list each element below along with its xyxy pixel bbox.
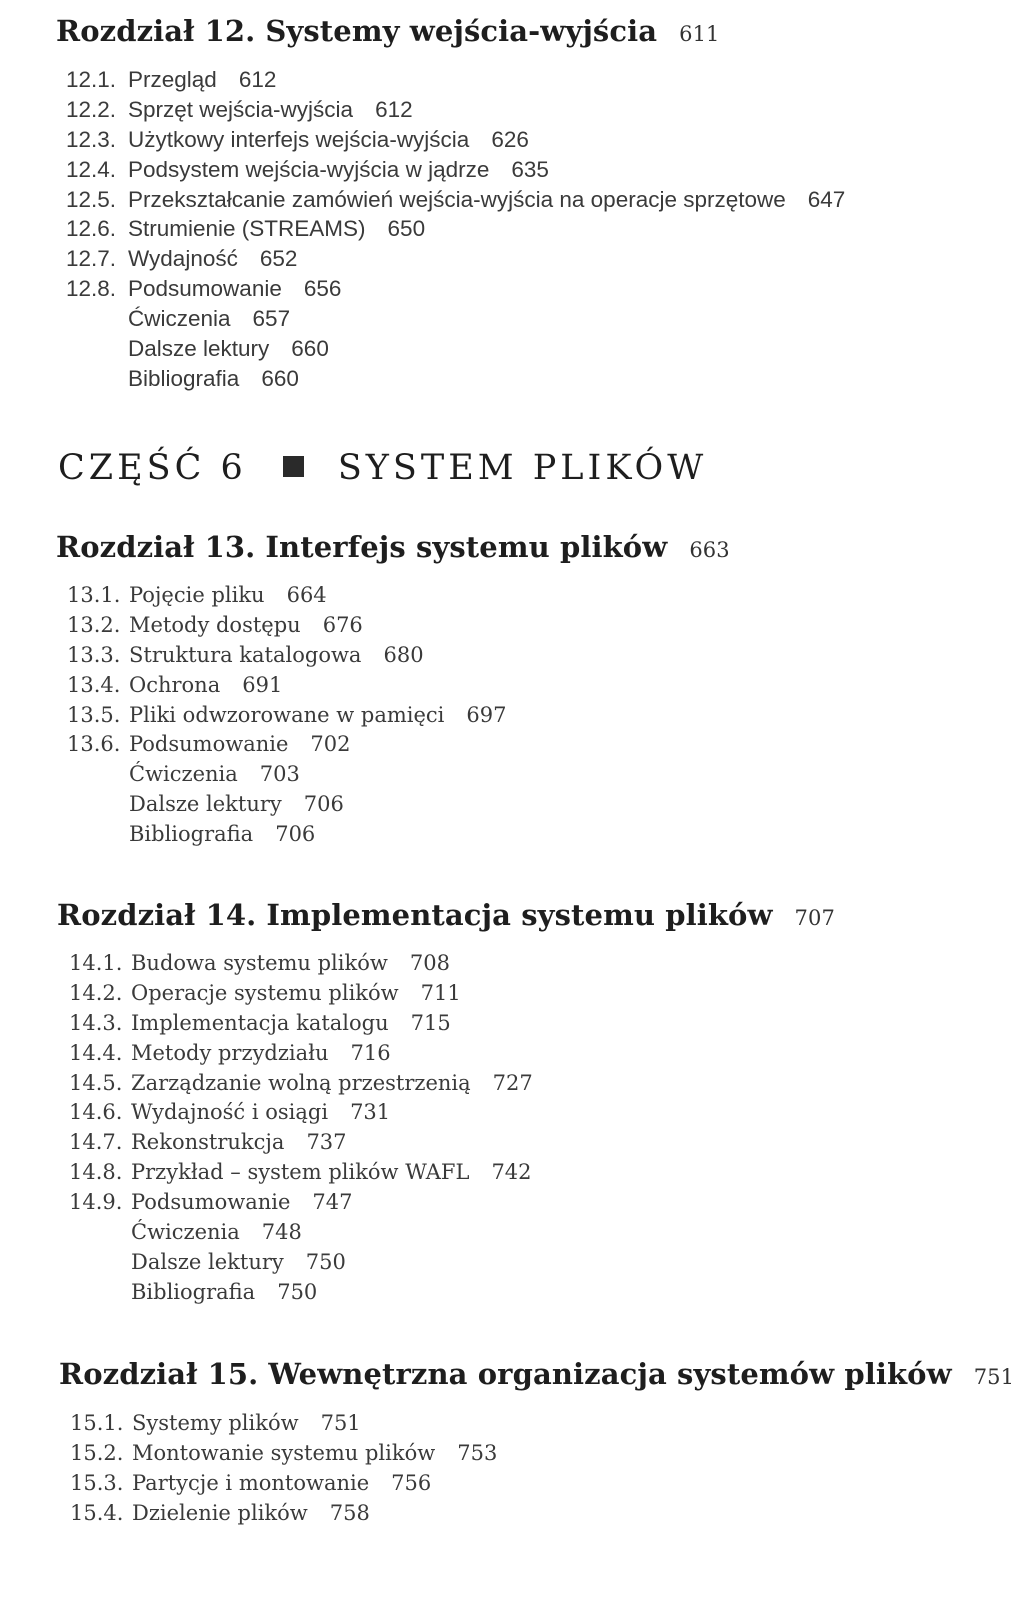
- toc-entry: [66, 125, 845, 155]
- section-page: 753: [457, 1440, 498, 1465]
- section-title: Operacje systemu plików: [131, 980, 399, 1005]
- toc-entry: [67, 641, 507, 671]
- toc-entry: [69, 1248, 533, 1278]
- section-page: 716: [350, 1040, 391, 1065]
- section-page: 664: [286, 583, 327, 607]
- toc-entry: [66, 274, 845, 304]
- part-header: [58, 448, 707, 488]
- section-title: Użytkowy interfejs wejścia-wyjścia: [128, 126, 470, 152]
- chapter-page: 611: [679, 22, 720, 46]
- section-title: Ćwiczenia: [128, 306, 231, 332]
- chapter-page: 751: [973, 1365, 1014, 1389]
- section-page: 708: [409, 951, 450, 975]
- section-number: 13.4.: [67, 672, 121, 697]
- section-number: 12.5.: [66, 186, 117, 212]
- section-title: Ochrona: [129, 672, 221, 697]
- section-title: Partycje i montowanie: [132, 1470, 370, 1495]
- part-square-icon: [283, 456, 304, 477]
- section-page: 731: [350, 1100, 391, 1125]
- toc-entry: [69, 1218, 533, 1248]
- chapter-14-title: [57, 898, 835, 932]
- section-title: Wydajność i osiągi: [131, 1100, 329, 1125]
- section-number: 12.3.: [66, 126, 117, 152]
- toc-entry: [67, 671, 507, 701]
- section-page: 702: [310, 732, 351, 757]
- toc-entry: [66, 214, 845, 244]
- section-title: Montowanie systemu plików: [132, 1440, 436, 1465]
- section-page: 626: [491, 126, 529, 152]
- section-number: 14.3.: [69, 1010, 123, 1035]
- section-title: Ćwiczenia: [131, 1220, 240, 1245]
- section-title: Systemy plików: [132, 1411, 299, 1435]
- chapter-15-title: [59, 1357, 1014, 1391]
- section-page: 748: [261, 1220, 302, 1245]
- section-page: 676: [322, 612, 363, 637]
- section-number: 12.7.: [66, 246, 117, 272]
- section-page: 703: [259, 762, 300, 787]
- section-title: Zarządzanie wolną przestrzenią: [131, 1070, 471, 1095]
- chapter-page: 707: [794, 906, 835, 930]
- section-number: 12.4.: [66, 156, 117, 182]
- toc-entry: [69, 1098, 533, 1128]
- section-title: Bibliografia: [131, 1279, 256, 1304]
- section-page: 660: [261, 365, 299, 391]
- section-title: Bibliografia: [129, 822, 254, 847]
- section-page: 635: [511, 156, 549, 182]
- part-label: CZĘŚĆ 6: [58, 448, 247, 488]
- toc-entry: [67, 701, 507, 731]
- toc-entry: [69, 1009, 533, 1039]
- toc-entry: [66, 95, 845, 125]
- section-title: Dalsze lektury: [128, 336, 270, 362]
- chapter-number: Rozdział 13.: [56, 530, 256, 564]
- chapter-number: Rozdział 14.: [57, 898, 257, 932]
- toc-entry: [67, 760, 507, 790]
- section-title: Podsumowanie: [128, 276, 282, 302]
- section-title: Przekształcanie zamówień wejścia-wyjścia na operacje sprzętowe: [128, 186, 786, 212]
- section-page: 742: [491, 1160, 532, 1185]
- section-page: 680: [383, 642, 424, 667]
- part-title: SYSTEM PLIKÓW: [337, 448, 708, 488]
- section-title: Rekonstrukcja: [131, 1130, 285, 1155]
- toc-entry: [66, 364, 845, 394]
- toc-entry: [69, 1069, 533, 1099]
- toc-entry: [69, 1158, 533, 1188]
- section-number: 14.9.: [69, 1190, 123, 1215]
- section-title: Strumienie (STREAMS): [128, 216, 366, 242]
- section-title: Budowa systemu plików: [131, 951, 388, 975]
- section-page: 751: [320, 1411, 361, 1435]
- section-number: 14.4.: [69, 1040, 123, 1065]
- section-number: 14.7.: [69, 1130, 123, 1155]
- section-title: Implementacja katalogu: [131, 1010, 389, 1035]
- section-number: 13.1.: [67, 583, 121, 607]
- section-title: Sprzęt wejścia-wyjścia: [128, 96, 354, 122]
- section-page: 711: [420, 980, 461, 1005]
- chapter-number: Rozdział 15.: [59, 1357, 259, 1391]
- section-number: 15.4.: [70, 1500, 124, 1525]
- section-number: 13.2.: [67, 612, 121, 637]
- section-page: 715: [410, 1010, 451, 1035]
- section-number: 14.1.: [69, 951, 123, 975]
- chapter-13-title: [56, 530, 730, 564]
- section-page: 691: [242, 672, 283, 697]
- section-number: 13.6.: [67, 732, 121, 757]
- toc-entry: [69, 949, 533, 979]
- section-number: 15.2.: [70, 1440, 124, 1465]
- section-number: 13.3.: [67, 642, 121, 667]
- section-title: Struktura katalogowa: [129, 642, 362, 667]
- section-page: 612: [375, 96, 413, 122]
- section-page: 747: [312, 1190, 353, 1215]
- toc-entry: [66, 334, 845, 364]
- section-number: 14.5.: [69, 1070, 123, 1095]
- toc-entry: [66, 304, 845, 334]
- chapter-12-entries: [66, 65, 845, 394]
- toc-entry: [66, 155, 845, 185]
- chapter-name: Systemy wejścia-wyjścia: [265, 14, 658, 48]
- toc-entry: [69, 1039, 533, 1069]
- section-number: 14.6.: [69, 1100, 123, 1125]
- toc-entry: [66, 65, 845, 95]
- section-page: 656: [303, 276, 342, 302]
- toc-entry: [67, 820, 507, 850]
- section-page: 660: [291, 336, 329, 362]
- chapter-13-entries: [67, 581, 507, 850]
- section-page: 657: [252, 306, 291, 332]
- section-title: Podsumowanie: [131, 1190, 291, 1215]
- section-page: 737: [306, 1130, 347, 1155]
- section-number: 12.8.: [66, 276, 117, 302]
- toc-entry: [69, 1128, 533, 1158]
- chapter-15-entries: [70, 1409, 497, 1529]
- section-title: Wydajność: [128, 246, 238, 272]
- section-page: 756: [391, 1470, 432, 1495]
- section-page: 706: [303, 792, 344, 817]
- chapter-14-entries: [69, 949, 533, 1308]
- chapter-name: Interfejs systemu plików: [265, 530, 668, 564]
- toc-entry: [69, 979, 533, 1009]
- toc-entry: [66, 185, 845, 215]
- section-title: Dalsze lektury: [129, 792, 282, 817]
- section-number: 14.8.: [69, 1160, 123, 1185]
- section-title: Ćwiczenia: [129, 762, 238, 787]
- section-title: Dalsze lektury: [131, 1249, 284, 1274]
- section-title: Pliki odwzorowane w pamięci: [129, 702, 445, 727]
- toc-entry: [70, 1439, 497, 1469]
- chapter-name: Wewnętrzna organizacja systemów plików: [268, 1357, 952, 1391]
- section-page: 647: [807, 186, 846, 212]
- section-page: 652: [259, 246, 298, 272]
- chapter-12-title: [56, 14, 720, 48]
- section-number: 15.1.: [70, 1411, 124, 1435]
- toc-entry: [66, 244, 845, 274]
- chapter-number: Rozdział 12.: [56, 14, 256, 48]
- section-page: 612: [238, 67, 277, 92]
- section-title: Metody dostępu: [129, 612, 301, 637]
- toc-entry: [69, 1188, 533, 1218]
- toc-entry: [69, 1278, 533, 1308]
- section-number: 15.3.: [70, 1470, 124, 1495]
- section-number: 13.5.: [67, 702, 121, 727]
- section-number: 12.6.: [66, 216, 117, 242]
- section-title: Przykład – system plików WAFL: [131, 1160, 470, 1185]
- section-title: Metody przydziału: [131, 1040, 329, 1065]
- section-title: Podsystem wejścia-wyjścia w jądrze: [128, 156, 490, 182]
- section-title: Dzielenie plików: [132, 1500, 308, 1525]
- section-title: Podsumowanie: [129, 732, 289, 757]
- toc-entry: [70, 1499, 497, 1529]
- section-page: 706: [275, 822, 316, 847]
- section-page: 758: [329, 1500, 370, 1525]
- section-title: Bibliografia: [128, 365, 240, 391]
- section-page: 697: [466, 702, 507, 727]
- section-title: Pojęcie pliku: [129, 583, 265, 607]
- toc-entry: [67, 790, 507, 820]
- toc-entry: [70, 1469, 497, 1499]
- section-page: 727: [492, 1070, 533, 1095]
- section-page: 650: [387, 216, 426, 242]
- chapter-page: 663: [689, 538, 730, 562]
- section-page: 750: [305, 1249, 346, 1274]
- toc-entry: [67, 581, 507, 611]
- section-number: 14.2.: [69, 980, 123, 1005]
- section-number: 12.2.: [66, 96, 117, 122]
- section-number: 12.1.: [66, 67, 117, 92]
- section-page: 750: [277, 1279, 318, 1304]
- section-title: Przegląd: [128, 67, 217, 92]
- chapter-name: Implementacja systemu plików: [266, 898, 773, 932]
- toc-entry: [70, 1409, 497, 1439]
- toc-entry: [67, 730, 507, 760]
- toc-entry: [67, 611, 507, 641]
